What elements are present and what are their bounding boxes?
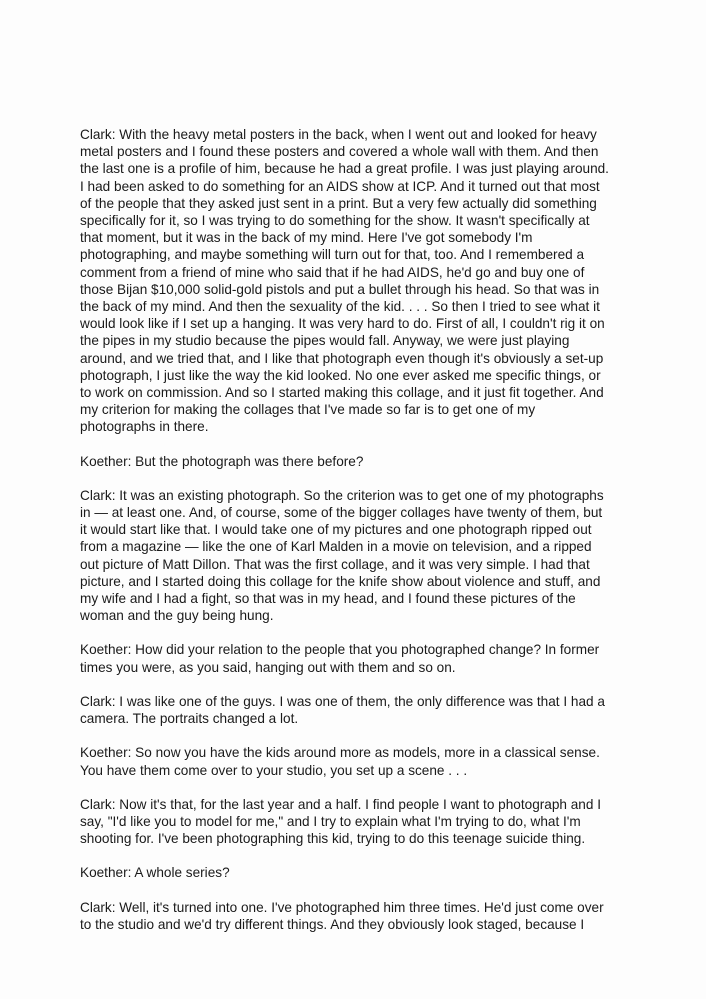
text-line: Koether: A whole series?	[80, 865, 230, 881]
text-line: photographs in there.	[80, 419, 209, 435]
interview-paragraph	[80, 641, 616, 675]
text-line: those Bijan $10,000 solid-gold pistols and put a bullet through his head. So that was in	[80, 281, 600, 297]
text-line: Clark: With the heavy metal posters in the back, when I went out and looked for heavy	[80, 127, 597, 142]
interview-paragraph	[80, 487, 616, 625]
text-line: would look like if I set up a hanging. It was very hard to do. First of all, I couldn't rig it on	[80, 316, 605, 332]
text-line: photograph, I just like the way the kid looked. No one ever asked me specific things, or	[80, 367, 601, 383]
text-line: You have them come over to your studio, you set up a scene . . .	[80, 762, 468, 778]
text-line: Clark: I was like one of the guys. I was one of them, the only difference was that I had a	[80, 693, 605, 709]
text-line: photographing, and maybe something will turn out for that, too. And I remembered a	[80, 247, 585, 263]
text-line: Koether: But the photograph was there before?	[80, 453, 364, 469]
text-line: Clark: Now it's that, for the last year and a half. I find people I want to photograph and I	[80, 796, 601, 812]
interview-paragraph	[80, 126, 616, 436]
text-line: that moment, but it was in the back of my mind. Here I've got somebody I'm	[80, 230, 533, 246]
interview-paragraph	[80, 864, 616, 881]
text-line: metal posters and I found these posters and covered a whole wall with them. And then	[80, 144, 599, 160]
text-line: shooting for. I've been photographing this kid, trying to do this teenage suicide thing.	[80, 831, 586, 847]
text-line: the pipes in my studio because the pipes would fall. Anyway, we were just playing	[80, 333, 570, 349]
text-line: in — at least one. And, of course, some of the bigger collages have twenty of them, but	[80, 505, 603, 521]
text-line: say, "I'd like you to model for me," and I try to explain what I'm trying to do, what I'm	[80, 813, 581, 829]
text-line: of the people that they asked just sent in a print. But a very few actually did something	[80, 195, 597, 211]
text-line: the last one is a profile of him, because he had a great profile. I was just playing around.	[80, 161, 609, 177]
text-line: to the studio and we'd try different things. And they obviously look staged, because I	[80, 916, 585, 932]
document-body	[80, 126, 616, 950]
text-line: from a magazine — like the one of Karl Malden in a movie on television, and a ripped	[80, 539, 592, 555]
text-line: my criterion for making the collages that I've made so far is to get one of my	[80, 402, 536, 418]
text-line: times you were, as you said, hanging out with them and so on.	[80, 659, 456, 675]
text-line: the back of my mind. And then the sexuality of the kid. . . . So then I tried to see what it	[80, 299, 600, 315]
interview-paragraph	[80, 744, 616, 778]
text-line: specifically for it, so I was trying to do something for the show. It wasn't specifically at	[80, 213, 590, 229]
text-line: Koether: So now you have the kids around more as models, more in a classical sense.	[80, 745, 600, 761]
interview-paragraph	[80, 796, 616, 848]
text-line: around, and we tried that, and I like that photograph even though it's obviously a set-up	[80, 350, 604, 366]
text-line: woman and the guy being hung.	[80, 608, 274, 624]
interview-paragraph	[80, 453, 616, 470]
interview-paragraph	[80, 693, 616, 727]
text-line: to work on commission. And so I started making this collage, and it just fit together. And	[80, 385, 604, 401]
text-line: out picture of Matt Dillon. That was the first collage, and it was very simple. I had that	[80, 556, 590, 572]
text-line: Clark: It was an existing photograph. So the criterion was to get one of my photographs	[80, 487, 604, 503]
text-line: Clark: Well, it's turned into one. I've photographed him three times. He'd just come over	[80, 899, 604, 915]
text-line: picture, and I started doing this collage for the knife show about violence and stuff, and	[80, 573, 601, 589]
text-line: comment from a friend of mine who said that if he had AIDS, he'd go and buy one of	[80, 264, 585, 280]
interview-paragraph	[80, 899, 616, 933]
text-line: I had been asked to do something for an AIDS show at ICP. And it turned out that most	[80, 178, 600, 194]
text-line: my wife and I had a fight, so that was in my head, and I found these pictures of the	[80, 591, 576, 607]
text-line: it would start like that. I would take one of my pictures and one photograph ripped out	[80, 522, 592, 538]
text-line: Koether: How did your relation to the people that you photographed change? In former	[80, 642, 600, 658]
text-line: camera. The portraits changed a lot.	[80, 711, 299, 727]
